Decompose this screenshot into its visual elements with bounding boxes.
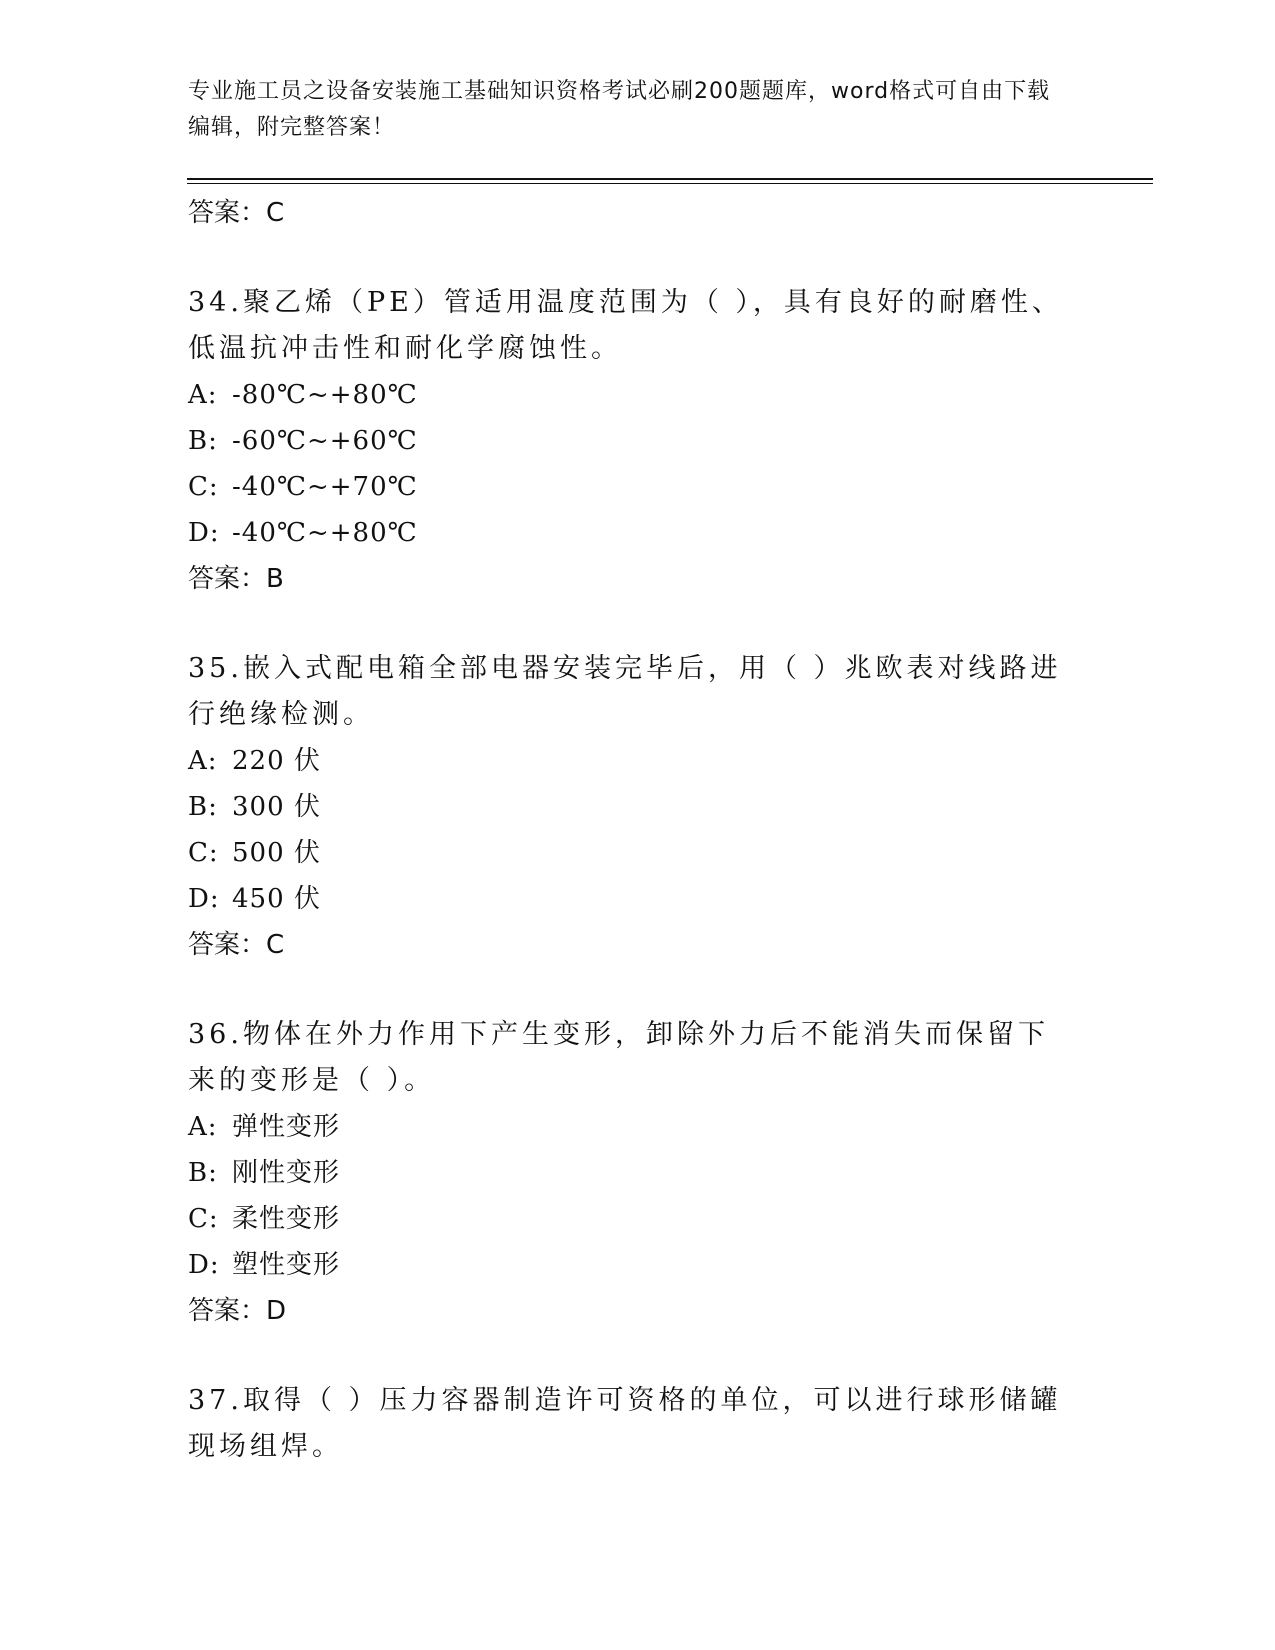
option-text: 塑性变形 xyxy=(232,1250,341,1280)
option-key: A: xyxy=(188,746,218,776)
question-list xyxy=(188,190,1088,1470)
option-key: C: xyxy=(188,838,219,868)
option-key: B: xyxy=(188,792,218,822)
option-key: C: xyxy=(188,472,219,502)
option-a xyxy=(188,738,1088,784)
answer-line: 答案：D xyxy=(188,1296,287,1326)
answer-line: 答案：C xyxy=(188,930,285,960)
option-b xyxy=(188,1150,1088,1196)
header-divider-thin xyxy=(187,183,1153,184)
option-d xyxy=(188,1242,1088,1288)
option-b xyxy=(188,418,1088,464)
option-c xyxy=(188,1196,1088,1242)
option-d xyxy=(188,876,1088,922)
option-b xyxy=(188,784,1088,830)
option-a xyxy=(188,372,1088,418)
option-key: D: xyxy=(188,1250,220,1280)
option-text: 弹性变形 xyxy=(232,1112,341,1142)
previous-answer: 答案：C xyxy=(188,198,285,228)
question-36 xyxy=(188,1012,1088,1334)
option-d xyxy=(188,510,1088,556)
option-text: 刚性变形 xyxy=(232,1158,341,1188)
option-c xyxy=(188,830,1088,876)
question-stem: 34.聚乙烯（PE）管适用温度范围为（ ），具有良好的耐磨性、低温抗冲击性和耐化学腐蚀性。 xyxy=(188,287,1063,364)
option-key: C: xyxy=(188,1204,219,1234)
option-text: 柔性变形 xyxy=(232,1204,341,1234)
option-text: 300 伏 xyxy=(232,792,321,822)
answer-line: 答案：B xyxy=(188,564,284,594)
option-text: 450 伏 xyxy=(232,884,321,914)
question-stem: 36.物体在外力作用下产生变形，卸除外力后不能消失而保留下来的变形是（ ）。 xyxy=(188,1019,1049,1096)
question-stem: 37.取得（ ）压力容器制造许可资格的单位，可以进行球形储罐现场组焊。 xyxy=(188,1385,1062,1462)
option-key: D: xyxy=(188,884,220,914)
option-c xyxy=(188,464,1088,510)
option-key: A: xyxy=(188,380,218,410)
option-key: B: xyxy=(188,426,218,456)
option-text: 500 伏 xyxy=(232,838,321,868)
question-34 xyxy=(188,280,1088,602)
option-key: A: xyxy=(188,1112,218,1142)
option-text: -40℃~+80℃ xyxy=(232,518,418,548)
page-header: 专业施工员之设备安装施工基础知识资格考试必刷200题题库，word格式可自由下载编辑，附完整答案！ xyxy=(188,79,1051,140)
option-text: -60℃~+60℃ xyxy=(232,426,418,456)
question-37 xyxy=(188,1378,1088,1470)
option-key: D: xyxy=(188,518,220,548)
option-key: B: xyxy=(188,1158,218,1188)
question-35 xyxy=(188,646,1088,968)
header-divider xyxy=(187,178,1153,180)
option-text: 220 伏 xyxy=(232,746,321,776)
option-text: -40℃~+70℃ xyxy=(232,472,418,502)
option-a xyxy=(188,1104,1088,1150)
question-stem: 35.嵌入式配电箱全部电器安装完毕后，用（ ）兆欧表对线路进行绝缘检测。 xyxy=(188,653,1062,730)
option-text: -80℃~+80℃ xyxy=(232,380,418,410)
